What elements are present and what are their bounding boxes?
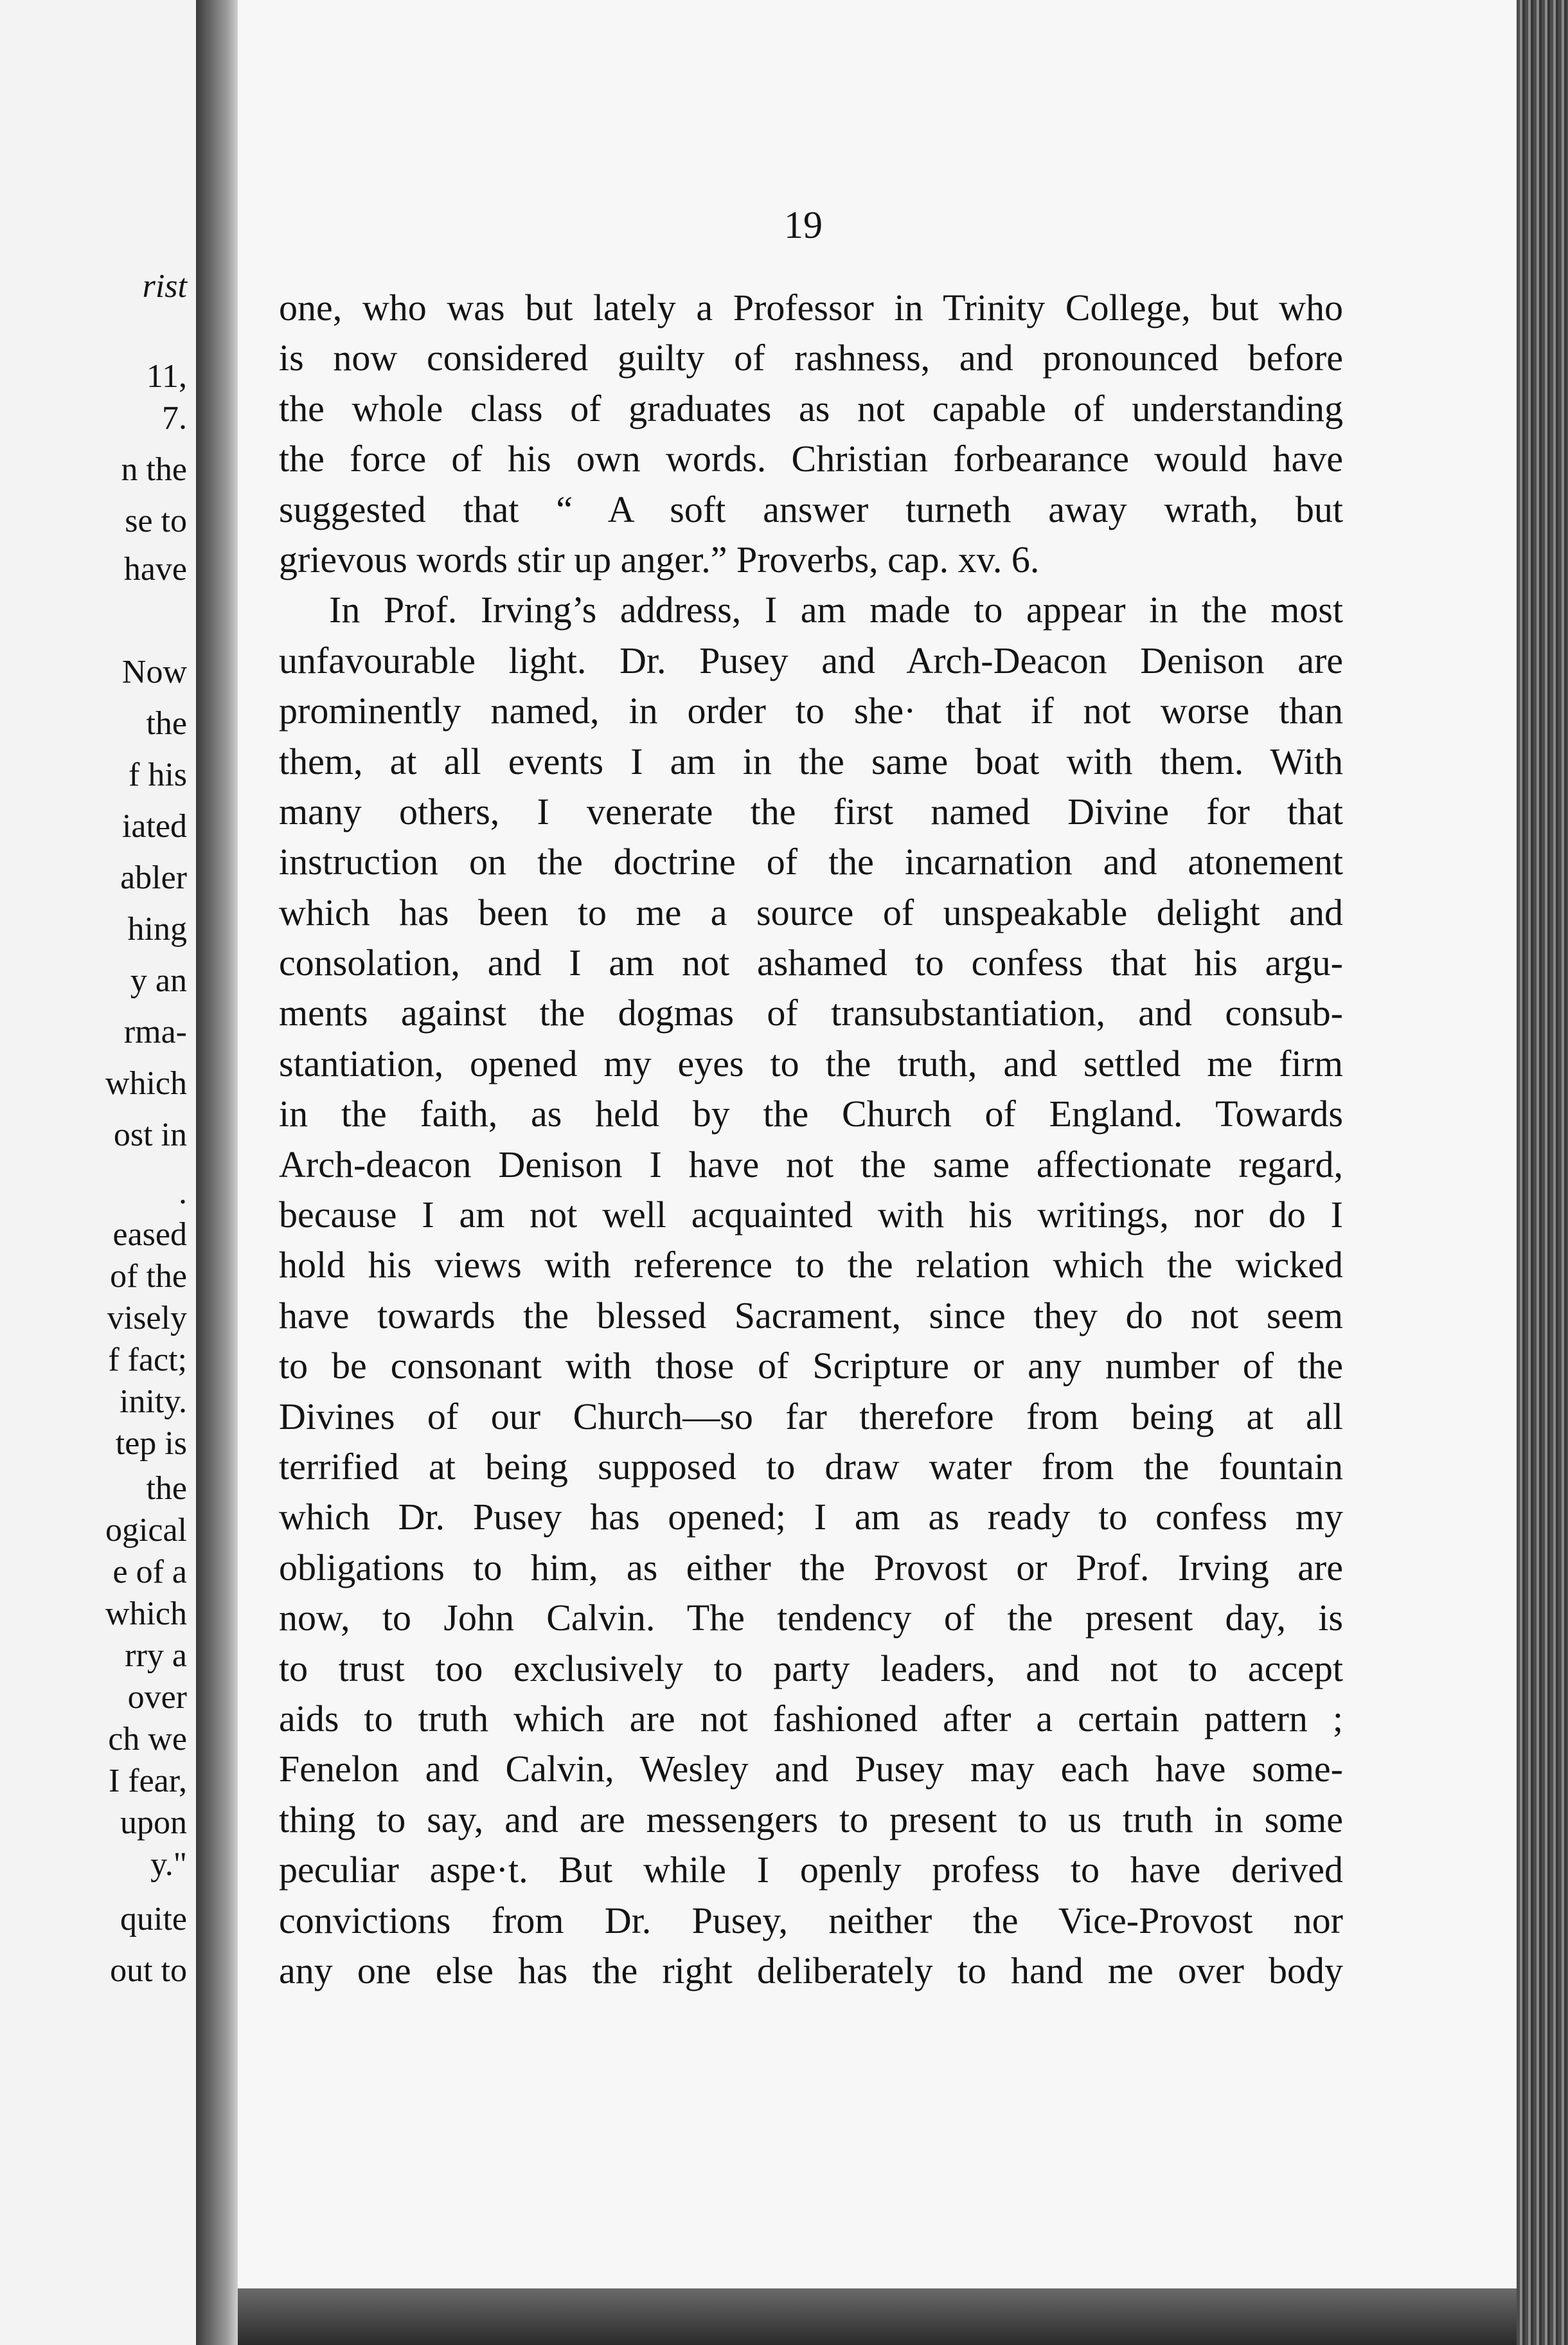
left-page-fragment: Now: [121, 654, 187, 690]
text-line: suggested that “ A soft answer turneth away wrath, but: [279, 488, 1343, 530]
text-line: unfavourable light. Dr. Pusey and Arch-Deacon Denison are: [279, 639, 1343, 681]
left-page-fragment: have: [123, 551, 187, 588]
left-page-fragment: rry a: [125, 1637, 187, 1674]
left-page-fragment: abler: [120, 859, 187, 896]
left-page-fragment: tep is: [115, 1425, 187, 1462]
left-page-fragment: which: [105, 1065, 187, 1102]
text-line: the force of his own words. Christian forbearance would have: [279, 438, 1343, 480]
left-page-fragment: y.": [150, 1846, 187, 1883]
text-line: prominently named, in order to she· that if not worse than: [279, 690, 1343, 732]
left-page-fragment: n the: [121, 451, 187, 488]
left-page-fragment: rma-: [123, 1014, 187, 1050]
text-line: to trust too exclusively to party leaders, and not to accept: [279, 1647, 1343, 1689]
left-page-fragment: ogical: [105, 1512, 187, 1549]
text-line: consolation, and I am not ashamed to confess that his argu-: [279, 942, 1343, 984]
left-page-fragment: iated: [121, 808, 187, 845]
text-line: one, who was but lately a Professor in Trinity College, but who: [279, 287, 1343, 328]
text-line: have towards the blessed Sacrament, since they do not seem: [279, 1294, 1343, 1336]
text-line: instruction on the doctrine of the incarnation and atonement: [279, 841, 1343, 883]
text-line: which has been to me a source of unspeakable delight and: [279, 891, 1343, 933]
left-page-fragment: f fact;: [108, 1342, 187, 1378]
text-line: aids to truth which are not fashioned after a certain pattern ;: [279, 1697, 1343, 1739]
text-line: in the faith, as held by the Church of England. Towards: [279, 1093, 1343, 1135]
left-page-fragment: the: [146, 705, 187, 742]
left-page-fragment: upon: [120, 1804, 187, 1841]
text-line: In Prof. Irving’s address, I am made to appear in the most: [329, 589, 1343, 631]
left-page-fragment: rist: [142, 268, 187, 305]
text-line: is now considered guilty of rashness, and pronounced before: [279, 337, 1343, 379]
left-page-fragment: se to: [125, 503, 187, 539]
body-text: [279, 283, 1343, 1996]
left-page-fragment: eased: [112, 1216, 187, 1253]
text-line: many others, I venerate the first named Divine for that: [279, 790, 1343, 832]
page-edges: [1517, 0, 1568, 2345]
left-page-fragment: visely: [107, 1300, 187, 1336]
left-page-fragment: which: [105, 1595, 187, 1632]
text-line: Fenelon and Calvin, Wesley and Pusey may each have some-: [279, 1748, 1343, 1790]
text-line: Arch-deacon Denison I have not the same affectionate regard,: [279, 1143, 1343, 1185]
left-page-fragment: out to: [110, 1952, 187, 1989]
text-line: stantiation, opened my eyes to the truth, and settled me firm: [279, 1042, 1343, 1084]
page-number: 19: [784, 204, 823, 246]
left-page-fragment: I fear,: [108, 1763, 187, 1799]
left-page-fragment: 11,: [146, 358, 187, 395]
left-page-fragment: inity.: [120, 1383, 187, 1420]
text-line: them, at all events I am in the same boat with them. With: [279, 740, 1343, 782]
left-page-fragment: over: [127, 1679, 187, 1716]
left-page-fragment: f his: [129, 757, 187, 793]
text-line: the whole class of graduates as not capable of understanding: [279, 387, 1343, 429]
text-line: obligations to him, as either the Provost or Prof. Irving are: [279, 1546, 1343, 1588]
page-bottom-shadow: [238, 2288, 1517, 2345]
left-page-fragment: 7.: [162, 400, 187, 436]
book-gutter: [196, 0, 238, 2345]
text-line: now, to John Calvin. The tendency of the present day, is: [279, 1597, 1343, 1639]
left-facing-page: [0, 0, 196, 2345]
text-line: Divines of our Church—so far therefore from being at all: [279, 1395, 1343, 1437]
text-line: convictions from Dr. Pusey, neither the Vice-Provost nor: [279, 1899, 1343, 1941]
text-line: hold his views with reference to the relation which the wicked: [279, 1244, 1343, 1286]
text-line: thing to say, and are messengers to present to us truth in some: [279, 1798, 1343, 1840]
left-page-fragment: .: [179, 1174, 187, 1211]
text-line: terrified at being supposed to draw water from the fountain: [279, 1445, 1343, 1487]
left-page-fragment: of the: [110, 1258, 187, 1295]
text-line: ments against the dogmas of transubstantiation, and consub-: [279, 992, 1343, 1034]
text-line: because I am not well acquainted with his writings, nor do I: [279, 1194, 1343, 1236]
left-page-fragment: quite: [120, 1901, 187, 1937]
left-page-fragment: e of a: [112, 1554, 187, 1590]
left-page-fragment: ch we: [108, 1721, 187, 1757]
text-line: grievous words stir up anger.” Proverbs, cap. xv. 6.: [279, 538, 1040, 580]
text-line: any one else has the right deliberately to hand me over body: [279, 1949, 1343, 1991]
left-page-fragment: y an: [130, 962, 187, 999]
text-line: which Dr. Pusey has opened; I am as ready to confess my: [279, 1496, 1343, 1538]
text-line: peculiar aspe·t. But while I openly profess to have derived: [279, 1849, 1343, 1891]
left-page-fragment: the: [146, 1470, 187, 1507]
text-line: to be consonant with those of Scripture or any number of the: [279, 1345, 1343, 1387]
left-page-fragment: hing: [127, 911, 187, 948]
left-page-fragment: ost in: [113, 1117, 187, 1153]
